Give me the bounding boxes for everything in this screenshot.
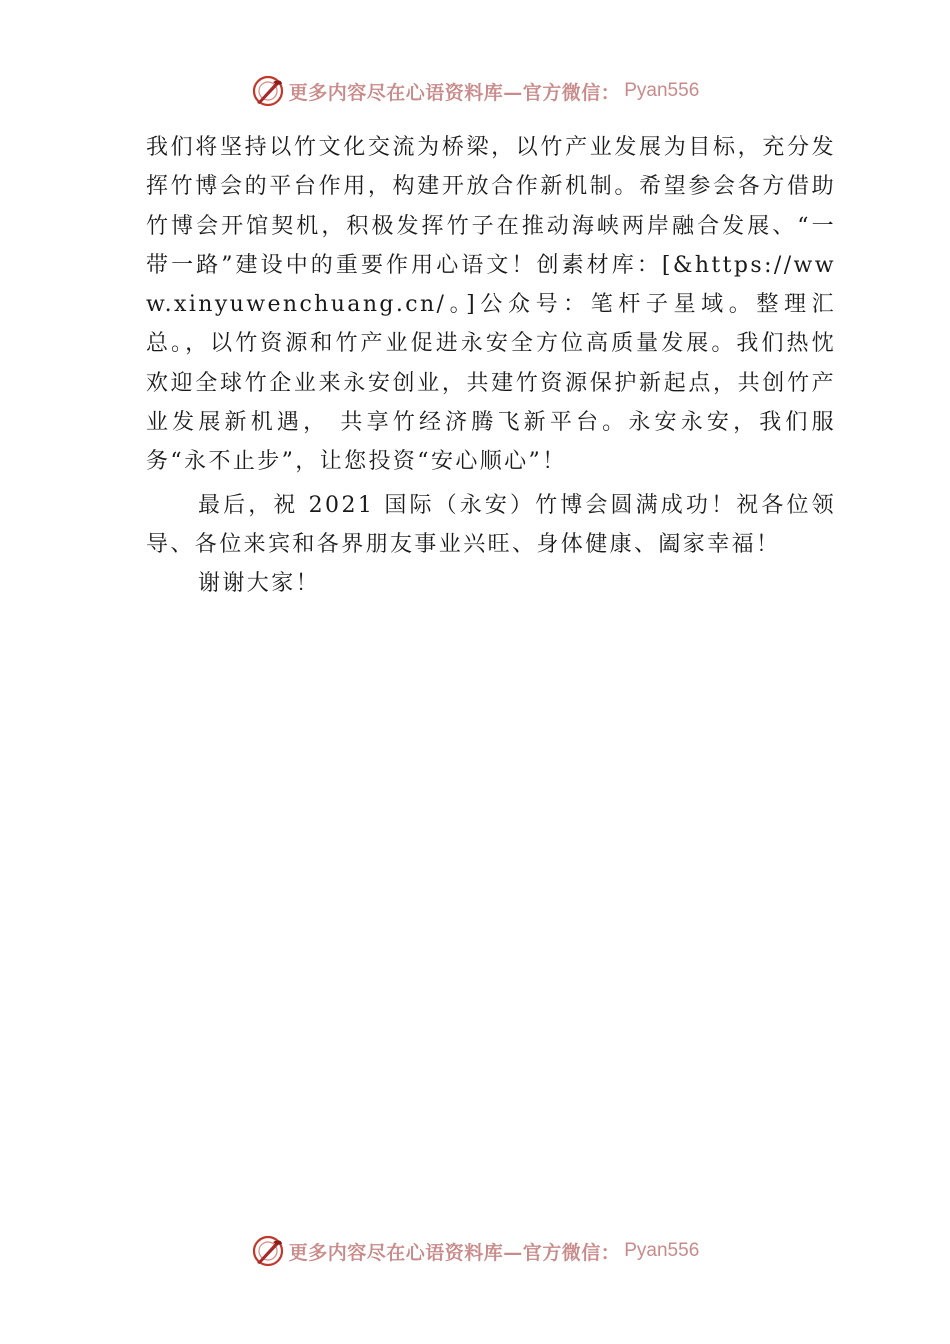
body-paragraph-3: 谢谢大家！ [198, 571, 321, 597]
body-paragraph-1: 我们将坚持以竹文化交流为桥梁，以竹产业发展为目标，充分发挥竹博会的平台作用，构建开放合作新机制。希望参会各方借助竹博会开馆契机，积极发挥竹子在推动海峡两岸融合发展、“一带一路”建设中的重要作用心语文！创素材库：[&https://www.xinyuwenchuang.cn/。]公众号：笔杆子星域。整理汇总。，以竹资源和竹产业促进永安全方位高质量发展。我们热忱欢迎全球竹企业来永安创业，共建竹资源保护新起点，共创竹产业发展新机遇， 共享竹经济腾飞新平台。永安永安，我们服务“永不止步”，让您投资“安心顺心”！ [146, 135, 836, 475]
footer-banner [0, 1234, 950, 1268]
quill-pen-seal-icon [251, 1234, 285, 1268]
banner-brand-text: 更多内容尽在心语资料库—官方微信： [288, 1241, 621, 1264]
quill-pen-seal-icon [251, 74, 285, 108]
header-banner [0, 74, 950, 108]
body-paragraph-2: 最后，祝 2021 国际（永安）竹博会圆满成功！祝各位领导、各位来宾和各界朋友事业兴旺、身体健康、阖家幸福！ [146, 492, 836, 557]
banner-brand-text: 更多内容尽在心语资料库—官方微信： [288, 81, 621, 104]
wechat-account: Pyan556 [624, 1240, 700, 1261]
wechat-account: Pyan556 [624, 80, 700, 101]
document-body [146, 128, 836, 604]
